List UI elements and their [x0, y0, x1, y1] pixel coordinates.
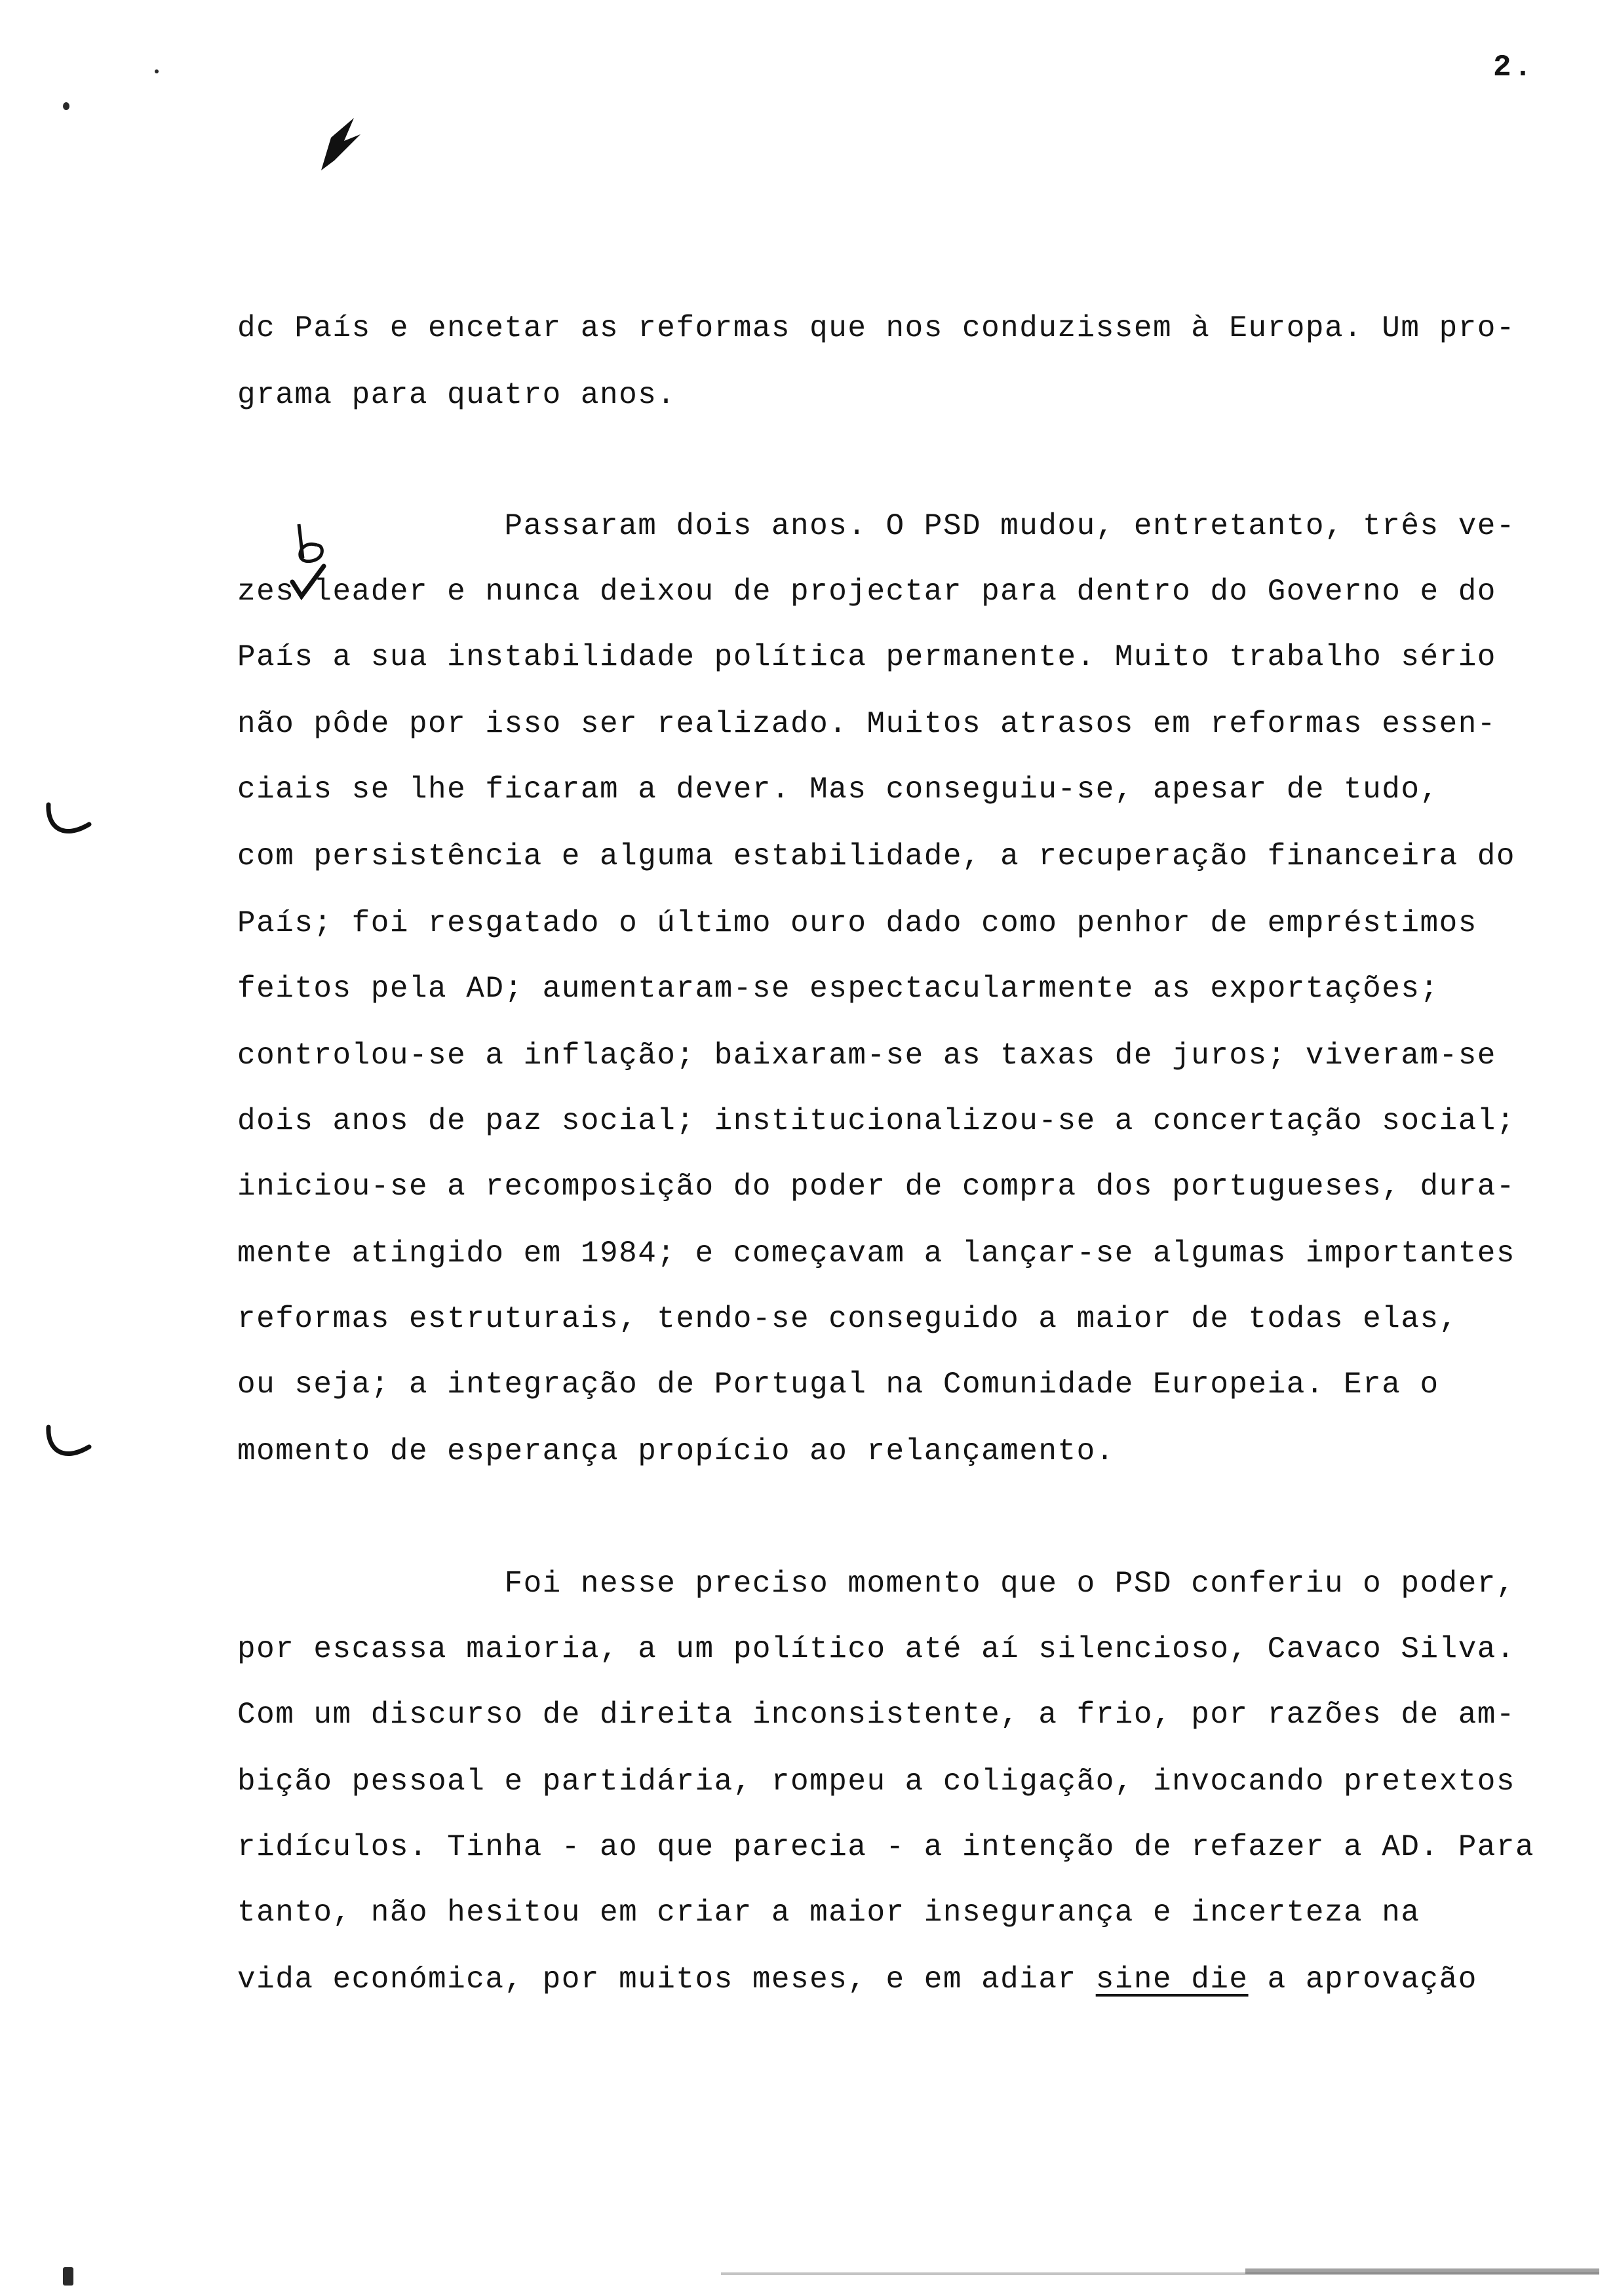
text-line: grama para quatro anos.: [237, 378, 676, 412]
text-line: tanto, não hesitou em criar a maior insegurança e incerteza na: [237, 1896, 1420, 1930]
scan-speck: [155, 69, 159, 73]
text-line: feitos pela AD; aumentaram-se espectacularmente as exportações;: [237, 972, 1439, 1006]
text-line: controlou-se a inflação; baixaram-se as taxas de juros; viveram-se: [237, 1039, 1496, 1073]
text-line: ciais se lhe ficaram a dever. Mas conseguiu-se, apesar de tudo,: [237, 773, 1439, 807]
margin-bracket-icon: [43, 801, 96, 847]
text-line: Passaram dois anos. O PSD mudou, entretanto, três ve-: [237, 509, 1516, 543]
scan-speck: [63, 2267, 73, 2286]
text-line: Com um discurso de direita inconsistente, a frio, por razões de am-: [237, 1698, 1516, 1732]
text-line: por escassa maioria, a um político até aí silencioso, Cavaco Silva.: [237, 1632, 1516, 1666]
text-line: País a sua instabilidade política permanente. Muito trabalho sério: [237, 640, 1496, 674]
scan-speck: [63, 102, 69, 110]
text-line-last: [237, 1964, 1477, 1995]
text-line: iniciou-se a recomposição do poder de compra dos portugueses, dura-: [237, 1170, 1516, 1204]
text-line: momento de esperança propício ao relançamento.: [237, 1434, 1115, 1468]
text-line: ridículos. Tinha - ao que parecia - a intenção de refazer a AD. Para: [237, 1830, 1535, 1864]
scan-noise: [1245, 2268, 1599, 2274]
underlined-phrase: sine die: [1095, 1962, 1249, 1997]
text-line: País; foi resgatado o último ouro dado como penhor de empréstimos: [237, 906, 1477, 940]
text-line: mente atingido em 1984; e começavam a lançar-se algumas importantes: [237, 1236, 1516, 1271]
text-line: dois anos de paz social; institucionalizou-se a concertação social;: [237, 1104, 1516, 1138]
text-segment: a aprovação: [1248, 1962, 1477, 1997]
handwritten-mark-icon: [308, 111, 367, 177]
page-number: 2.: [1493, 50, 1535, 85]
text-line: dc País e encetar as reformas que nos conduzissem à Europa. Um pro-: [237, 311, 1516, 345]
text-line: bição pessoal e partidária, rompeu a coligação, invocando pretextos: [237, 1765, 1516, 1799]
text-line: zes leader e nunca deixou de projectar para dentro do Governo e do: [237, 575, 1496, 609]
text-line: com persistência e alguma estabilidade, a recuperação financeira do: [237, 839, 1516, 873]
text-line: ou seja; a integração de Portugal na Comunidade Europeia. Era o: [237, 1368, 1439, 1402]
text-segment: vida económica, por muitos meses, e em adiar: [237, 1962, 1096, 1997]
text-line: Foi nesse preciso momento que o PSD conferiu o poder,: [237, 1567, 1516, 1601]
margin-bracket-icon: [43, 1423, 96, 1469]
text-line: reformas estruturais, tendo-se conseguido a maior de todas elas,: [237, 1302, 1458, 1336]
text-line: não pôde por isso ser realizado. Muitos atrasos em reformas essen-: [237, 707, 1496, 741]
